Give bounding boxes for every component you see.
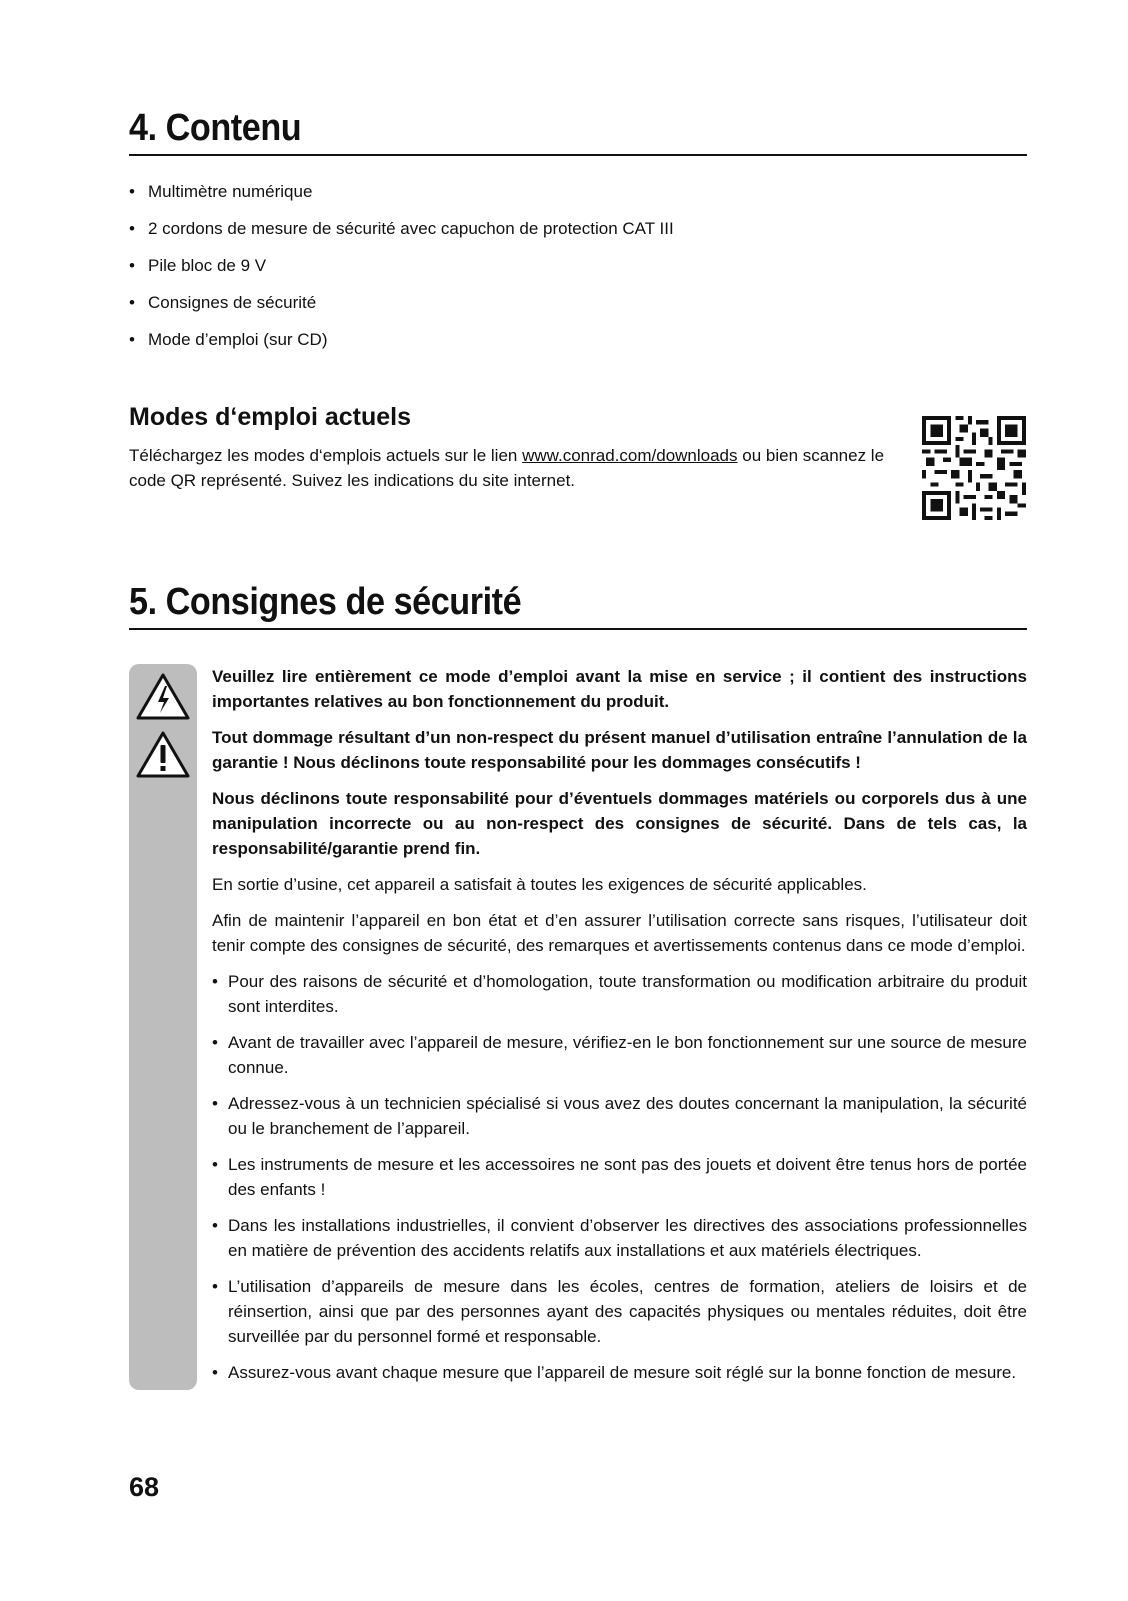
modes-text	[129, 443, 889, 493]
safety-content	[212, 664, 1027, 1396]
modes-text-after: ou bien scannez le code QR représenté. Suivez les indications du site internet.	[129, 446, 885, 490]
paragraph: En sortie d’usine, cet appareil a satisfait à toutes les exigences de sécurité applicables.	[212, 875, 867, 894]
list-item: • Consignes de sécurité	[129, 293, 674, 330]
warning-sidebar	[129, 664, 197, 1390]
qr-code-icon	[922, 416, 1026, 520]
list-item: • 2 cordons de mesure de sécurité avec capuchon de protection CAT III	[129, 219, 674, 256]
paragraph: Afin de maintenir l’appareil en bon état et d’en assurer l’utilisation correcte sans risques, l’utilisateur doit tenir compte des consignes de sécurité, des remarques et avertissements contenus dans ce mode d’emploi.	[212, 911, 1027, 955]
bold-paragraph: Veuillez lire entièrement ce mode d’emploi avant la mise en service ; il contient des instructions importantes relatives au bon fonctionnement du produit.	[212, 667, 1027, 711]
list-item: • Multimètre numérique	[129, 182, 674, 219]
electric-hazard-icon	[135, 672, 191, 722]
bold-paragraph: Nous déclinons toute responsabilité pour d’éventuels dommages matériels ou corporels dus à une manipulation incorrecte ou au non-respect des consignes de sécurité. Dans de tels cas, la responsabilité/garantie prend fin.	[212, 789, 1027, 858]
downloads-link[interactable]: www.conrad.com/downloads	[522, 446, 738, 465]
list-item: • Pile bloc de 9 V	[129, 256, 674, 293]
list-item: • Assurez-vous avant chaque mesure que l’appareil de mesure soit réglé sur la bonne fonction de mesure.	[212, 1360, 1027, 1385]
list-item: • Mode d’emploi (sur CD)	[129, 330, 674, 367]
bold-paragraph: Tout dommage résultant d’un non-respect du présent manuel d’utilisation entraîne l’annulation de la garantie ! Nous déclinons toute responsabilité pour les dommages consécutifs !	[212, 728, 1027, 772]
safety-bullet-list	[212, 969, 1027, 1385]
list-item: • Dans les installations industrielles, il convient d’observer les directives des associations professionnelles en matière de prévention des accidents relatifs aux installations et aux matériels électriques.	[212, 1213, 1027, 1263]
list-item: • Adressez-vous à un technicien spécialisé si vous avez des doutes concernant la manipulation, la sécurité ou le branchement de l’appareil.	[212, 1091, 1027, 1141]
list-item: • Avant de travailler avec l’appareil de mesure, vérifiez-en le bon fonctionnement sur une source de mesure connue.	[212, 1030, 1027, 1080]
warning-icon	[135, 730, 191, 780]
contents-list	[129, 182, 674, 367]
list-item: • L’utilisation d’appareils de mesure dans les écoles, centres de formation, ateliers de loisirs et de réinsertion, ainsi que par des personnes ayant des capacités physiques ou mentales réduites, doit être surveillée par du personnel formé et responsable.	[212, 1274, 1027, 1349]
modes-text-before: Téléchargez les modes d‘emplois actuels sur le lien	[129, 446, 523, 465]
page-number: 68	[129, 1472, 160, 1502]
section-5-title: 5. Consignes de sécurité	[129, 580, 1027, 630]
modes-title: Modes d‘emploi actuels	[129, 403, 412, 431]
list-item: • Pour des raisons de sécurité et d’homologation, toute transformation ou modification arbitraire du produit sont interdites.	[212, 969, 1027, 1019]
section-4-title: 4. Contenu	[129, 106, 1027, 156]
list-item: • Les instruments de mesure et les accessoires ne sont pas des jouets et doivent être tenus hors de portée des enfants !	[212, 1152, 1027, 1202]
